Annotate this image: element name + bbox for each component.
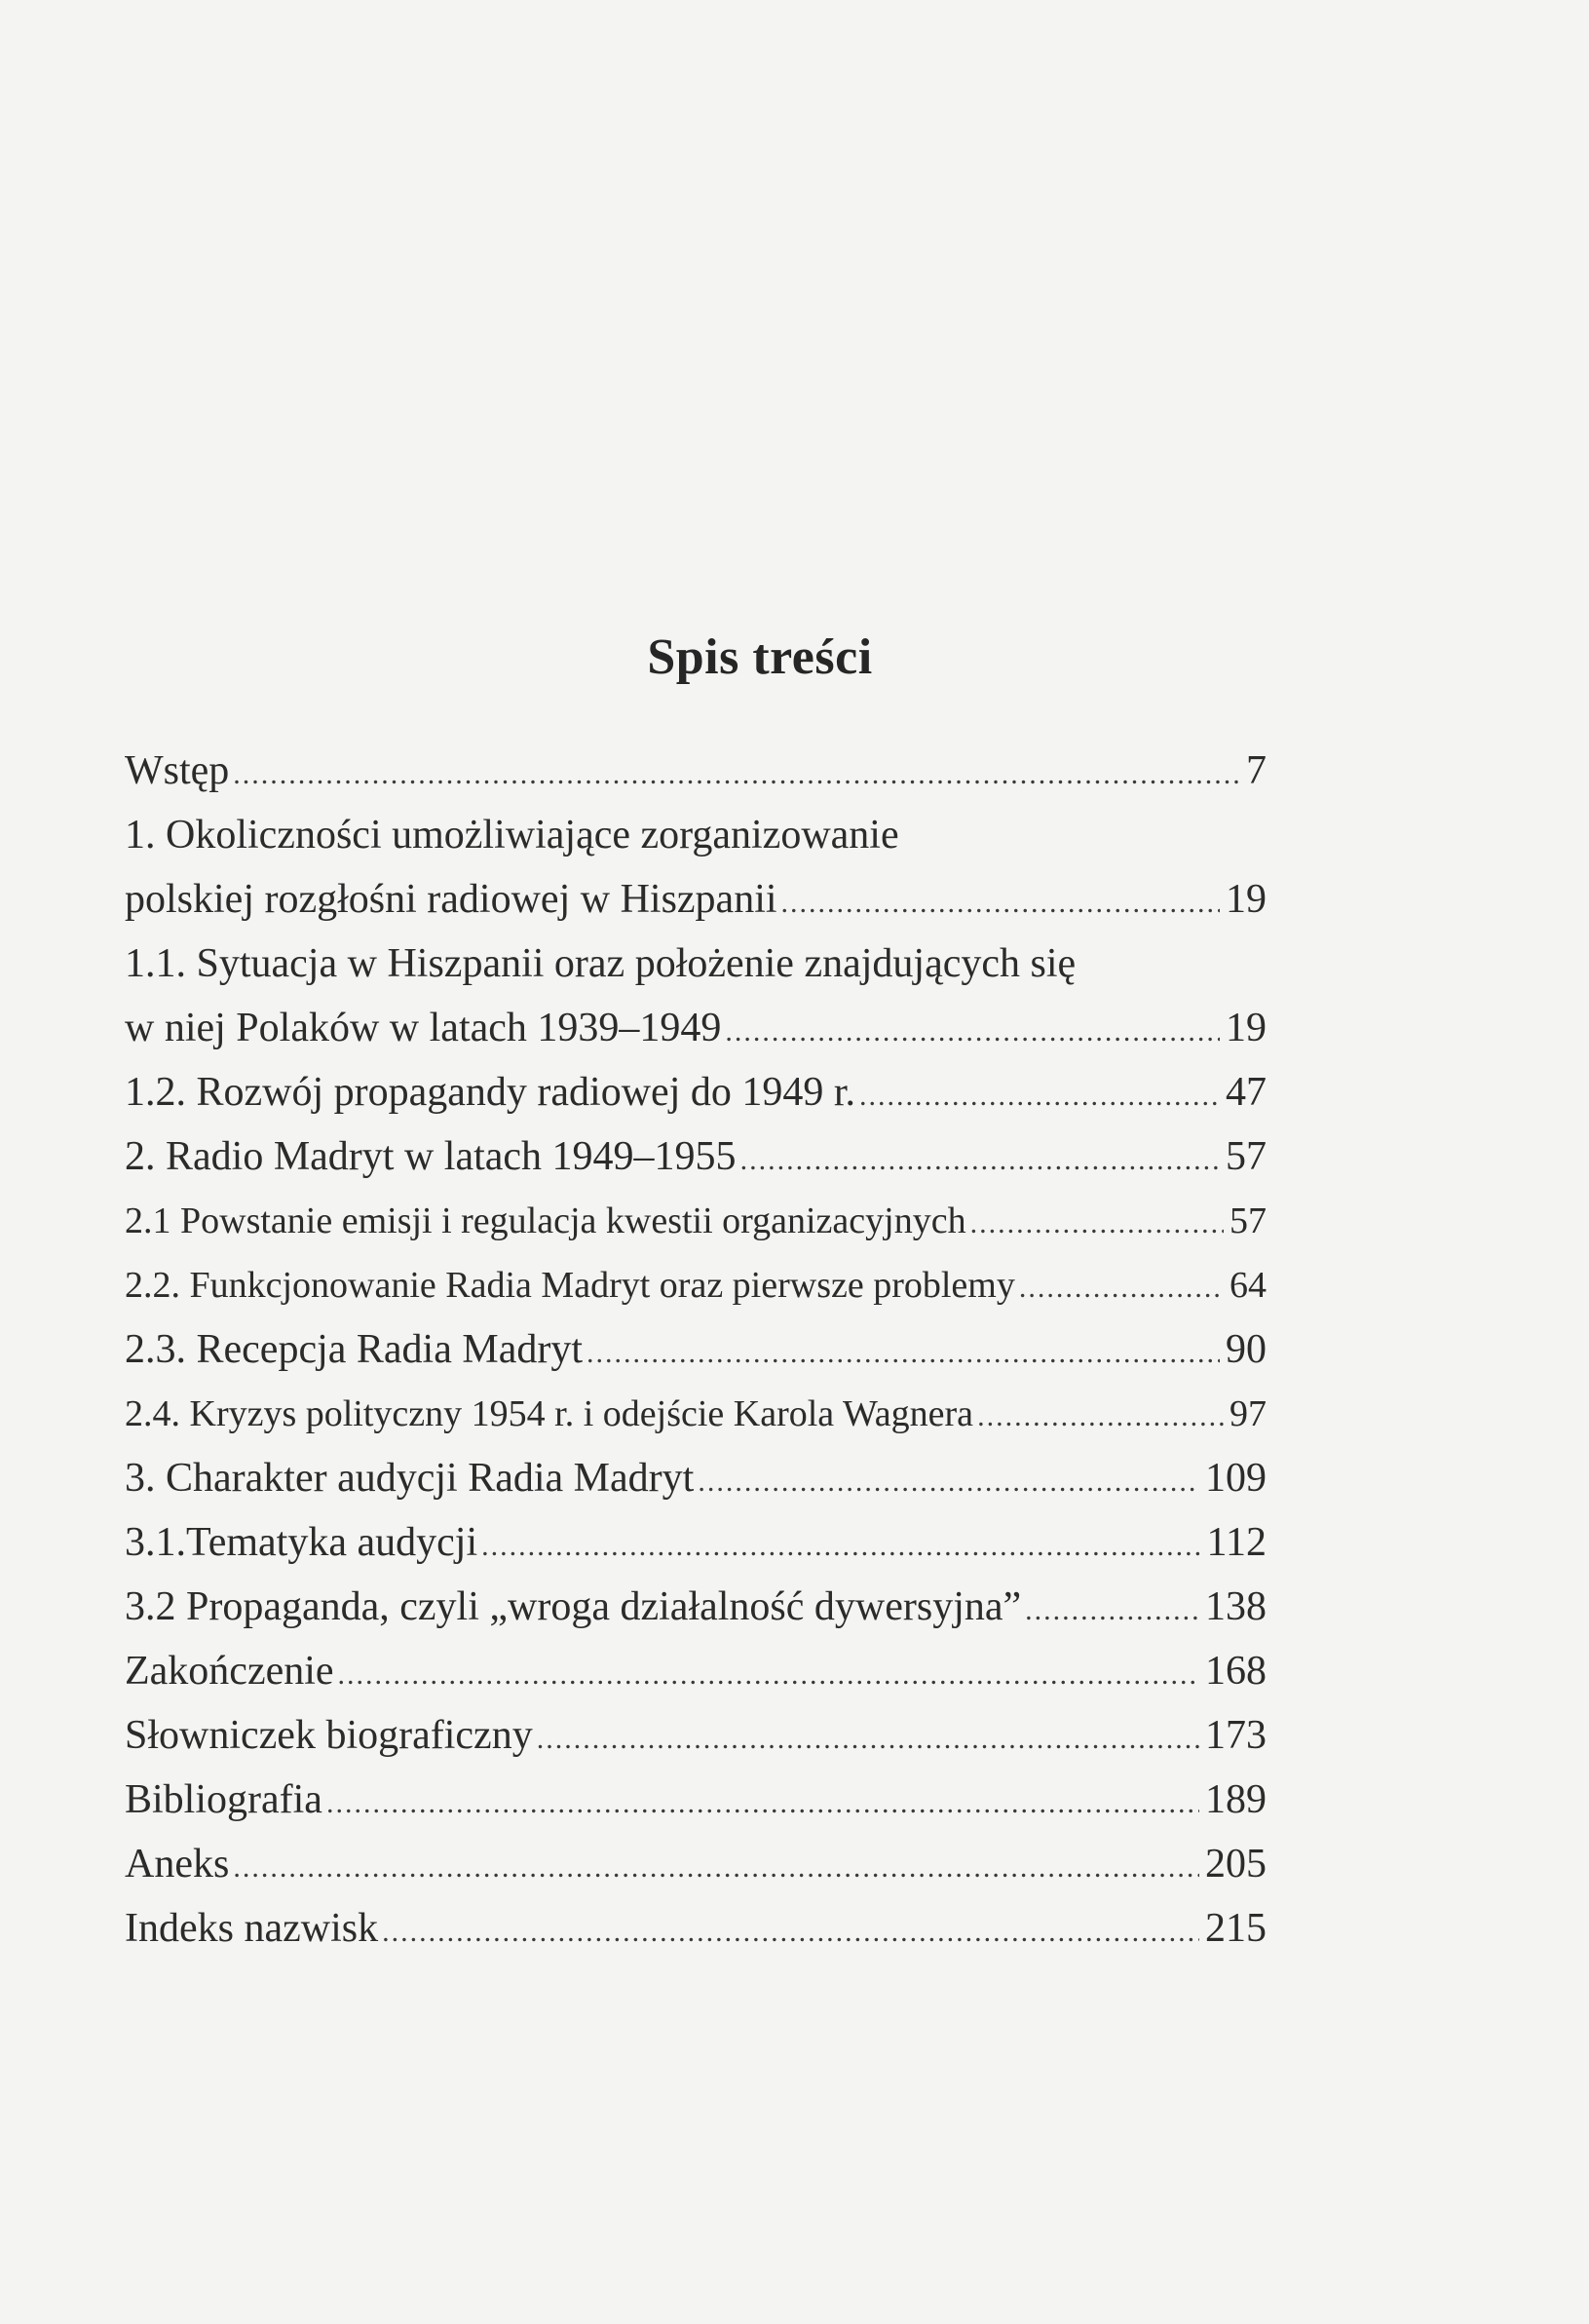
dot-leader xyxy=(740,1128,1220,1193)
toc-entry-label: 1.2. Rozwój propagandy radiowej do 1949 r. xyxy=(125,1070,856,1115)
toc-page-number: 64 xyxy=(1230,1265,1267,1306)
dot-leader xyxy=(382,1900,1199,1964)
toc-page-number: 7 xyxy=(1246,748,1267,793)
toc-entry-chapter-3 xyxy=(125,1446,1267,1510)
toc-entry-chapter-1-line: 1. Okoliczności umożliwiające zorganizowanie xyxy=(125,813,899,857)
toc-entry-label: 3. Charakter audycji Radia Madryt xyxy=(125,1456,695,1501)
toc-entry-section-2-2 xyxy=(125,1253,1267,1317)
toc-entry-label: 2. Radio Madryt w latach 1949–1955 xyxy=(125,1134,737,1179)
toc-entry-section-1-2 xyxy=(125,1060,1267,1124)
toc-page-number: 57 xyxy=(1226,1134,1267,1179)
toc-entry-slowniczek xyxy=(125,1703,1267,1768)
toc-entry-label: 3.2 Propaganda, czyli „wroga działalność dywersyjna” xyxy=(125,1584,1022,1629)
toc-entry-label: polskiej rozgłośni radiowej w Hiszpanii xyxy=(125,877,777,922)
dot-leader xyxy=(338,1643,1199,1707)
toc-entry-section-1-1-line: 1.1. Sytuacja w Hiszpanii oraz położenie znajdujących się xyxy=(125,941,1077,986)
dot-leader xyxy=(1019,1256,1224,1320)
toc-page-number: 19 xyxy=(1226,877,1267,922)
dot-leader xyxy=(586,1321,1220,1386)
toc-page-number: 57 xyxy=(1230,1200,1267,1241)
toc-entry-aneks xyxy=(125,1832,1267,1896)
toc-entry-label: w niej Polaków w latach 1939–1949 xyxy=(125,1006,722,1050)
toc-entry-label: Wstęp xyxy=(125,748,230,793)
toc-entry-section-1-1 xyxy=(125,996,1267,1060)
toc-entry-bibliografia xyxy=(125,1768,1267,1832)
toc-entry-label: Słowniczek biograficzny xyxy=(125,1713,533,1758)
toc-entry-label: 2.3. Recepcja Radia Madryt xyxy=(125,1327,583,1372)
toc-entry-chapter-1 xyxy=(125,867,1267,932)
dot-leader xyxy=(233,743,1240,807)
toc-page-number: 47 xyxy=(1226,1070,1267,1115)
toc-page-number: 112 xyxy=(1206,1520,1267,1565)
toc-entry-section-3-2 xyxy=(125,1575,1267,1639)
toc-entry-zakonczenie xyxy=(125,1639,1267,1703)
toc-entry-chapter-2 xyxy=(125,1124,1267,1189)
dot-leader xyxy=(725,1000,1220,1064)
toc-entry-wstep xyxy=(125,739,1267,803)
dot-leader xyxy=(537,1707,1199,1772)
toc-page-number: 215 xyxy=(1205,1906,1267,1951)
dot-leader xyxy=(977,1385,1224,1449)
toc-entry-label: 3.1.Tematyka audycji xyxy=(125,1520,478,1565)
toc-page-number: 138 xyxy=(1205,1584,1267,1629)
toc-page-number: 205 xyxy=(1205,1842,1267,1886)
toc-page-number: 189 xyxy=(1205,1777,1267,1822)
dot-leader xyxy=(326,1772,1199,1836)
toc-entry-label: Zakończenie xyxy=(125,1649,334,1694)
toc-entry-label: 2.4. Kryzys polityczny 1954 r. i odejście Karola Wagnera xyxy=(125,1393,974,1434)
toc-entry-section-2-1 xyxy=(125,1189,1267,1253)
toc-entry-label: 2.1 Powstanie emisji i regulacja kwestii organizacyjnych xyxy=(125,1200,966,1241)
dot-leader xyxy=(481,1514,1200,1579)
toc-entry-label: Aneks xyxy=(125,1842,230,1886)
toc-page-number: 173 xyxy=(1205,1713,1267,1758)
toc-entry-label: Indeks nazwisk xyxy=(125,1906,379,1951)
toc-page-number: 109 xyxy=(1205,1456,1267,1501)
dot-leader xyxy=(233,1836,1199,1900)
toc-page-number: 90 xyxy=(1226,1327,1267,1372)
table-of-contents xyxy=(125,739,1267,1961)
toc-entry-section-2-4 xyxy=(125,1382,1267,1446)
toc-entry-section-3-1 xyxy=(125,1510,1267,1575)
toc-entry-indeks xyxy=(125,1896,1267,1961)
dot-leader xyxy=(970,1192,1224,1256)
toc-page-number: 19 xyxy=(1226,1006,1267,1050)
dot-leader xyxy=(1025,1579,1199,1643)
toc-entry-section-2-3 xyxy=(125,1317,1267,1382)
dot-leader xyxy=(859,1064,1220,1128)
dot-leader xyxy=(781,871,1220,935)
page-title: Spis treści xyxy=(647,629,873,685)
toc-entry-label: Bibliografia xyxy=(125,1777,322,1822)
toc-page-number: 97 xyxy=(1230,1393,1267,1434)
toc-entry-label: 2.2. Funkcjonowanie Radia Madryt oraz pierwsze problemy xyxy=(125,1265,1015,1306)
dot-leader xyxy=(698,1450,1199,1514)
toc-page-number: 168 xyxy=(1205,1649,1267,1694)
